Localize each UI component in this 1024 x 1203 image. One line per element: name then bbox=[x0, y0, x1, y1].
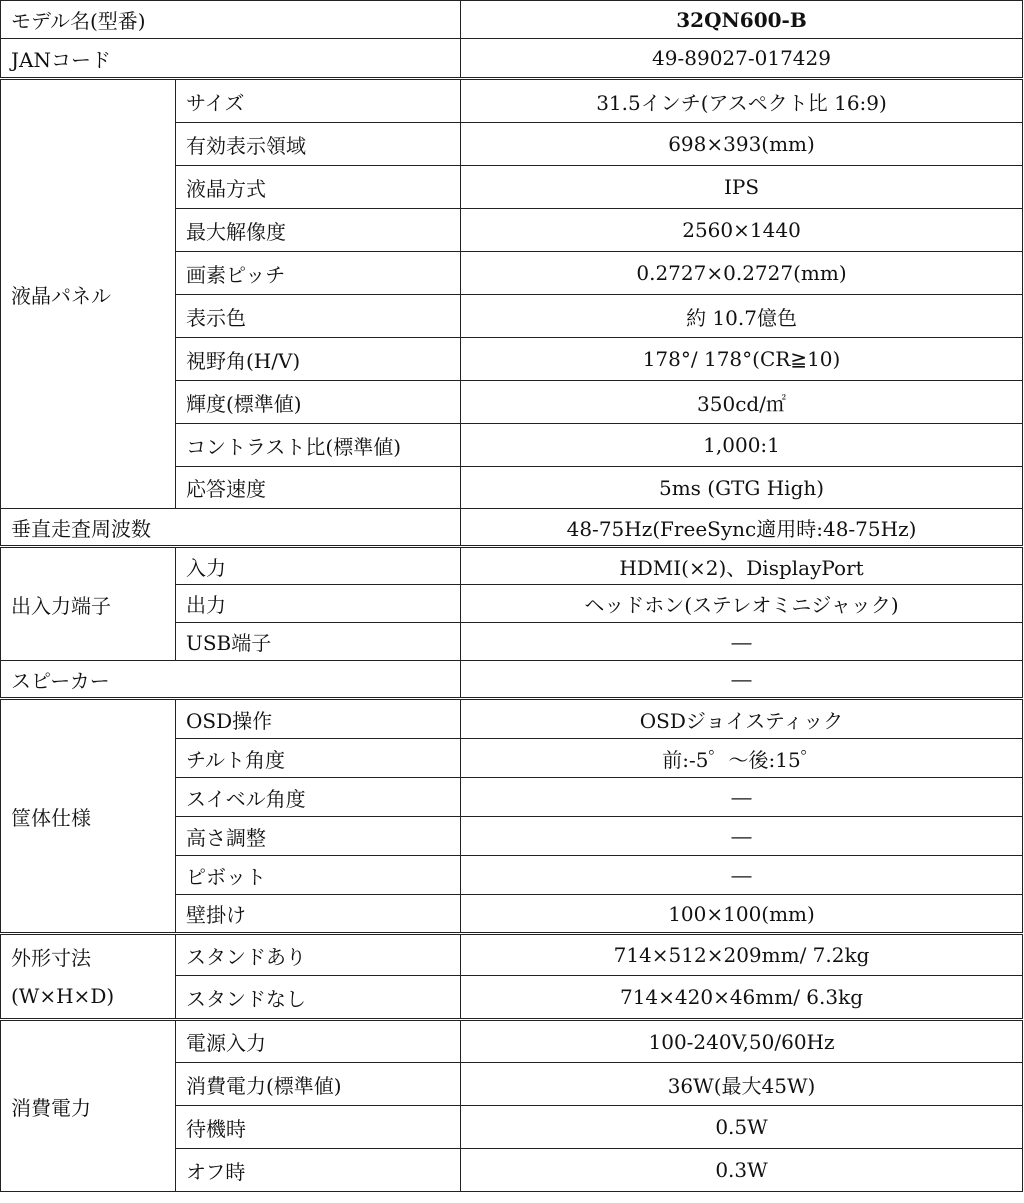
panel-response-label: 応答速度 bbox=[176, 467, 461, 509]
panel-type-label: 液晶方式 bbox=[176, 166, 461, 209]
panel-response-value: 5ms (GTG High) bbox=[461, 467, 1023, 509]
dimensions-category bbox=[1, 934, 176, 1020]
power-consumption-label: 消費電力(標準値) bbox=[176, 1063, 461, 1106]
panel-colors-label: 表示色 bbox=[176, 295, 461, 338]
speaker-label: スピーカー bbox=[1, 661, 461, 699]
io-usb-label: USB端子 bbox=[176, 623, 461, 661]
chassis-wall-value: 100×100(mm) bbox=[461, 895, 1023, 934]
power-off-label: オフ時 bbox=[176, 1149, 461, 1192]
dimensions-category-line1: 外形寸法 bbox=[11, 945, 91, 970]
chassis-osd-label: OSD操作 bbox=[176, 699, 461, 739]
panel-viewing-angle-value: 178°/ 178°(CR≧10) bbox=[461, 338, 1023, 381]
vfreq-value: 48-75Hz(FreeSync適用時:48-75Hz) bbox=[461, 509, 1023, 547]
power-consumption-value: 36W(最大45W) bbox=[461, 1063, 1023, 1106]
panel-size-label: サイズ bbox=[176, 79, 461, 123]
panel-pitch-label: 画素ピッチ bbox=[176, 252, 461, 295]
model-value: 32QN600-B bbox=[461, 1, 1023, 39]
dimensions-category-line2: (W×H×D) bbox=[11, 983, 115, 1008]
chassis-wall-label: 壁掛け bbox=[176, 895, 461, 934]
io-usb-value: ― bbox=[461, 623, 1023, 661]
power-standby-value: 0.5W bbox=[461, 1106, 1023, 1149]
spec-row-panel-size bbox=[1, 79, 1023, 123]
chassis-swivel-label: スイベル角度 bbox=[176, 778, 461, 817]
dim-with-stand-value: 714×512×209mm/ 7.2kg bbox=[461, 934, 1023, 976]
speaker-value: ― bbox=[461, 661, 1023, 699]
power-input-value: 100-240V,50/60Hz bbox=[461, 1020, 1023, 1063]
spec-row-jan bbox=[1, 39, 1023, 79]
panel-category: 液晶パネル bbox=[1, 79, 176, 509]
dim-with-stand-label: スタンドあり bbox=[176, 934, 461, 976]
panel-brightness-value: 350cd/㎡ bbox=[461, 381, 1023, 424]
chassis-tilt-value: 前:-5゜～後:15゜ bbox=[461, 739, 1023, 778]
io-output-label: 出力 bbox=[176, 585, 461, 623]
io-output-value: ヘッドホン(ステレオミニジャック) bbox=[461, 585, 1023, 623]
panel-colors-value: 約 10.7億色 bbox=[461, 295, 1023, 338]
panel-area-label: 有効表示領域 bbox=[176, 123, 461, 166]
spec-row-model bbox=[1, 1, 1023, 39]
panel-brightness-label: 輝度(標準値) bbox=[176, 381, 461, 424]
power-input-label: 電源入力 bbox=[176, 1020, 461, 1063]
chassis-pivot-label: ピボット bbox=[176, 856, 461, 895]
dim-without-stand-label: スタンドなし bbox=[176, 976, 461, 1020]
jan-value: 49-89027-017429 bbox=[461, 39, 1023, 79]
panel-viewing-angle-label: 視野角(H/V) bbox=[176, 338, 461, 381]
panel-pitch-value: 0.2727×0.2727(mm) bbox=[461, 252, 1023, 295]
panel-type-value: IPS bbox=[461, 166, 1023, 209]
chassis-pivot-value: ― bbox=[461, 856, 1023, 895]
chassis-osd-value: OSDジョイスティック bbox=[461, 699, 1023, 739]
panel-resolution-label: 最大解像度 bbox=[176, 209, 461, 252]
spec-row-dim-with-stand bbox=[1, 934, 1023, 976]
chassis-category: 筐体仕様 bbox=[1, 699, 176, 934]
jan-label: JANコード bbox=[1, 39, 461, 79]
chassis-height-value: ― bbox=[461, 817, 1023, 856]
panel-size-value: 31.5インチ(アスペクト比 16:9) bbox=[461, 79, 1023, 123]
power-standby-label: 待機時 bbox=[176, 1106, 461, 1149]
spec-row-io-input bbox=[1, 547, 1023, 585]
chassis-tilt-label: チルト角度 bbox=[176, 739, 461, 778]
panel-resolution-value: 2560×1440 bbox=[461, 209, 1023, 252]
io-input-label: 入力 bbox=[176, 547, 461, 585]
spec-row-chassis-osd bbox=[1, 699, 1023, 739]
spec-row-speaker bbox=[1, 661, 1023, 699]
io-input-value: HDMI(×2)、DisplayPort bbox=[461, 547, 1023, 585]
spec-row-power-input bbox=[1, 1020, 1023, 1063]
vfreq-label: 垂直走査周波数 bbox=[1, 509, 461, 547]
chassis-swivel-value: ― bbox=[461, 778, 1023, 817]
panel-contrast-value: 1,000:1 bbox=[461, 424, 1023, 467]
power-off-value: 0.3W bbox=[461, 1149, 1023, 1192]
panel-contrast-label: コントラスト比(標準値) bbox=[176, 424, 461, 467]
power-category: 消費電力 bbox=[1, 1020, 176, 1192]
spec-row-vfreq bbox=[1, 509, 1023, 547]
model-label: モデル名(型番) bbox=[1, 1, 461, 39]
dim-without-stand-value: 714×420×46mm/ 6.3kg bbox=[461, 976, 1023, 1020]
chassis-height-label: 高さ調整 bbox=[176, 817, 461, 856]
panel-area-value: 698×393(mm) bbox=[461, 123, 1023, 166]
io-category: 出入力端子 bbox=[1, 547, 176, 661]
